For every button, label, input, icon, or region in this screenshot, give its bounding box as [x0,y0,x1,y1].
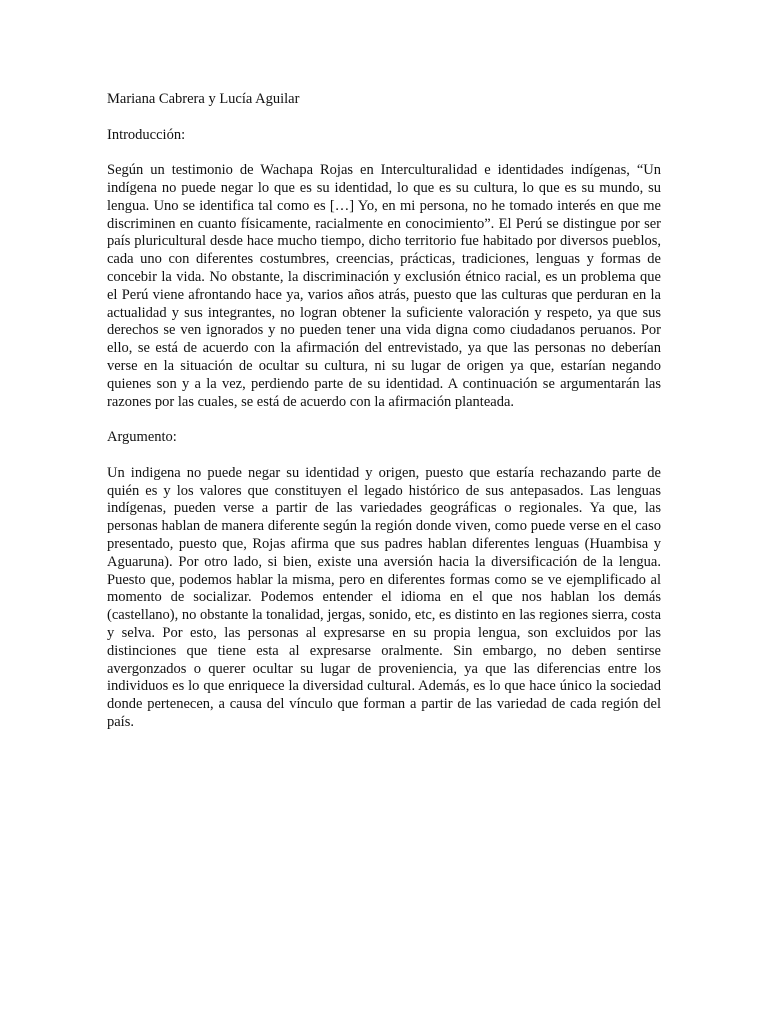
spacer [107,144,661,162]
argument-paragraph: Un indigena no puede negar su identidad y origen, puesto que estaría rechazando parte de quién es y los valores que constituyen el legado histórico de sus antepasados. Las lenguas indígenas, pueden verse a partir de las variedades geográficas o regionales. Ya que, las personas hablan de manera diferente según la región donde viven, como puede verse en el caso presentado, puesto que, Rojas afirma que sus padres hablan diferentes lenguas (Huambisa y Aguaruna). Por otro lado, si bien, existe una aversión hacia la diversificación de la lengua. Puesto que, podemos hablar la misma, pero en diferentes formas como se ve ejemplificado al momento de socializar. Podemos entender el idioma en el que nos hablan los demás (castellano), no obstante la tonalidad, jergas, sonido, etc, es distinto en las regiones sierra, costa y selva. Por esto, las personas al expresarse en su propia lengua, son excluidos por las distinciones que tiene esta al expresarse oralmente. Sin embargo, no deben sentirse avergonzados o querer ocultar su lugar de proveniencia, ya que las diferencias entre los individuos es lo que enriquece la diversidad cultural. Además, es lo que hace único la sociedad donde pertenecen, a causa del vínculo que forman a partir de las variedad de cada región del país. [107,464,661,730]
spacer [107,109,661,127]
spacer [107,447,661,465]
intro-heading: Introducción: [107,126,186,143]
intro-paragraph: Según un testimonio de Wachapa Rojas en Interculturalidad e identidades indígenas, “Un indígena no puede negar lo que es su identidad, lo que es su cultura, lo que es su mundo, su lengua. Uno se identifica tal como es […] Yo, en mi persona, no he tomado interés en que me discriminen en cuanto físicamente, racialmente en conocimiento”. El Perú se distingue por ser país pluricultural desde hace mucho tiempo, dicho territorio fue habitado por diversos pueblos, cada uno con diferentes costumbres, creencias, prácticas, tradiciones, lenguas y formas de concebir la vida. No obstante, la discriminación y exclusión étnico racial, es un problema que el Perú viene afrontando hace ya, varios años atrás, puesto que las culturas que perduran en la actualidad y sus integrantes, no logran obtener la suficiente valoración y respeto, ya que sus derechos se ven ignorados y no pueden tener una vida digna como ciudadanos peruanos. Por ello, se está de acuerdo con la afirmación del entrevistado, ya que las personas no deberían verse en la situación de ocultar su cultura, ni su lugar de origen ya que, estarían negando quienes son y a la vez, perdiendo parte de su identidad. A continuación se argumentarán las razones por las cuales, se está de acuerdo con la afirmación planteada. [107,162,661,410]
argument-heading: Argumento: [107,429,177,446]
document-page [107,91,661,732]
spacer [107,411,661,429]
authors-line: Mariana Cabrera y Lucía Aguilar [107,91,300,107]
